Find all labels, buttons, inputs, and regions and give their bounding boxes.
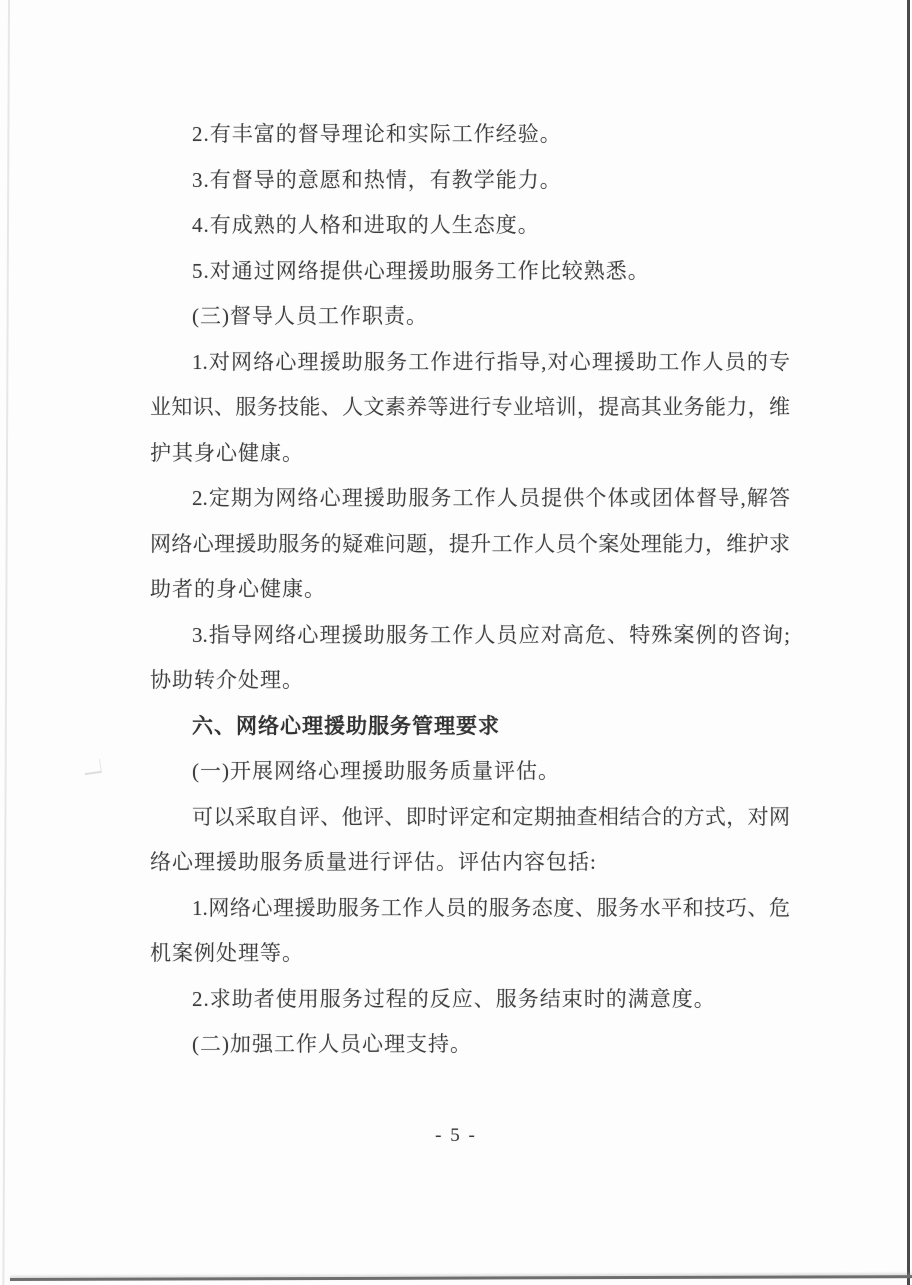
text-line: 2.定期为网络心理援助服务工作人员提供个体或团体督导,解答 [192, 486, 790, 510]
text-line: (三)督导人员工作职责。 [192, 304, 428, 328]
page-left-edge-line [2, 0, 10, 1285]
text-line: 机案例处理等。 [150, 941, 304, 965]
page-right-edge-line [907, 0, 910, 1285]
text-line: 络心理援助服务质量进行评估。评估内容包括: [150, 850, 597, 874]
text-line: 业知识、服务技能、人文素养等进行专业培训，提高其业务能力，维 [150, 395, 790, 419]
scan-smudge-mark [83, 759, 102, 775]
text-line: 4.有成熟的人格和进取的人生态度。 [192, 213, 540, 237]
text-line: 1.网络心理援助服务工作人员的服务态度、服务水平和技巧、危 [192, 895, 790, 920]
text-line: (一)开展网络心理援助服务质量评估。 [192, 759, 560, 783]
text-line: 2.有丰富的督导理论和实际工作经验。 [192, 122, 562, 146]
text-line: 协助转介处理。 [150, 668, 304, 692]
text-line: 可以采取自评、他评、即时评定和定期抽查相结合的方式，对网 [192, 804, 790, 829]
text-line: 2.求助者使用服务过程的反应、服务结束时的满意度。 [192, 986, 716, 1011]
page-number: - 5 - [435, 1125, 477, 1146]
page-bottom-edge-shadow [10, 1275, 912, 1281]
text-line: 护其身心健康。 [150, 440, 304, 465]
text-line: (二)加强工作人员心理支持。 [192, 1032, 472, 1056]
text-line: 六、网络心理援助服务管理要求 [192, 713, 500, 738]
document-body [150, 112, 790, 1068]
text-line: 网络心理援助服务的疑难问题，提升工作人员个案处理能力，维护求 [150, 531, 790, 556]
text-line: 1.对网络心理援助服务工作进行指导,对心理援助工作人员的专 [192, 349, 790, 374]
text-line: 5.对通过网络提供心理援助服务工作比较熟悉。 [192, 258, 650, 283]
text-line: 3.指导网络心理援助服务工作人员应对高危、特殊案例的咨询; [192, 622, 790, 647]
text-line: 助者的身心健康。 [150, 577, 326, 601]
text-line: 3.有督导的意愿和热情，有教学能力。 [192, 167, 562, 192]
